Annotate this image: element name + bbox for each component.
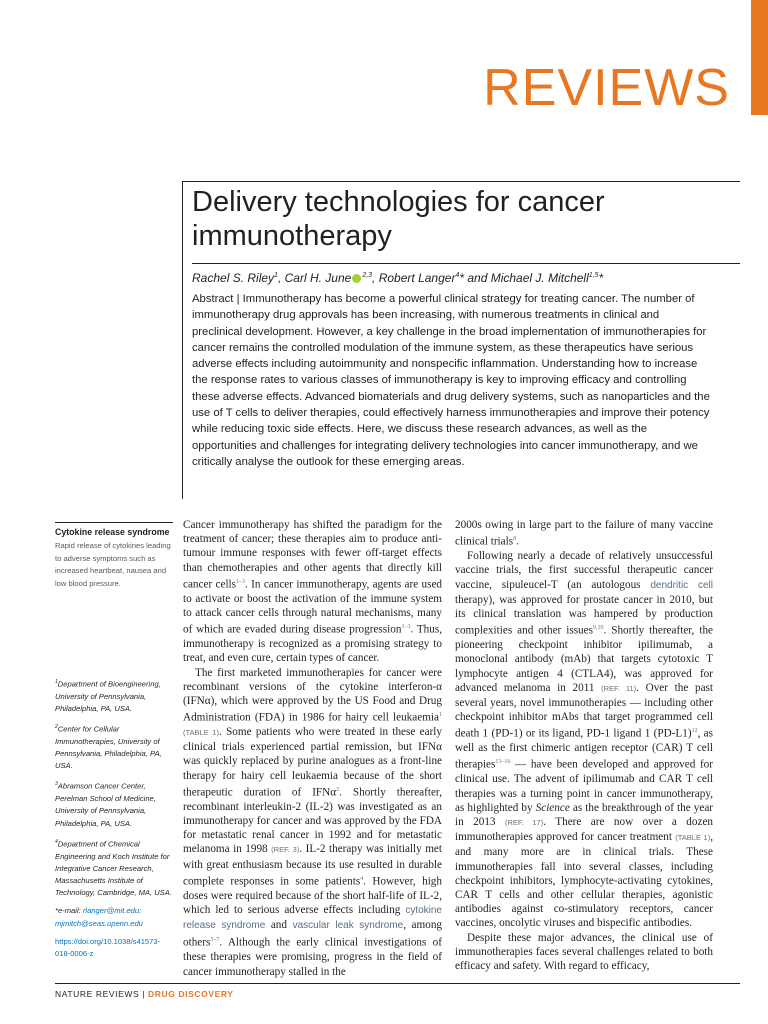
title-rule-top [182,181,740,182]
page-footer [55,989,234,999]
author-affil: 4 [455,272,460,279]
email-link[interactable]: rlanger@mit.edu; mjmitch@seas.upenn.edu [55,906,143,928]
body-column-2 [455,518,713,973]
paragraph: Cancer immunotherapy has shifted the paradigm for the treatment of cancer; these therapies aim to produce anti-tumour immune responses with fewer off-target effects than chemotherapies and other agents that directly kill cancer cells$^{1-3}$. In cancer immunotherapy, agents are used to activate or boost the activation of the immune system to attack cancer cells through natural mechanisms, many of which are evaded during disease progression$^{1-3}$. Thus, immunotherapy is recognized as a promising strategy to treat, and even cure, certain types of cancer. [183,519,443,665]
glossary-link[interactable]: cytokine release syndrome [183,904,442,932]
ref-link[interactable]: (REF. 3) [271,845,300,855]
title-rule-left [182,181,183,499]
glossary-link[interactable]: dendritic cell [650,579,713,591]
ref-link[interactable]: (REF. 11) [601,683,637,693]
ref-link[interactable]: (REF. 17) [504,818,544,827]
doi [55,936,173,960]
doi-link[interactable]: https://doi.org/10.1038/s41573-018-0006-z [55,936,161,958]
footer-rule [55,983,740,984]
table-ref-link[interactable]: (TABLE 1) [675,833,711,843]
paragraph: The first marketed immunotherapies for cancer were recombinant versions of the cytokine interferon-α (IFNα), which were approved by the US Food and Drug Administration (FDA) in 1986 for hairy cell leukaemia$^1$ (TABLE 1). Some patients who were treated in these early clinical trials experienced partial remission, but IFNα was quickly replaced by purine analogues as a front-line therapy for hairy cell leukaemia because of the short therapeutic duration of IFNα$^2$. Shortly thereafter, recombinant interleukin-2 (IL-2) was investigated as an immunotherapy for cancer and was approved by the FDA for metastatic renal cancer in 1992 and for metastatic melanoma in 1998 (REF. 3). IL-2 therapy was initially met with great enthusiasm because its use resulted in durable complete responses in some patients$^4$. However, high doses were required because of the short half-life of IL-2, which led to serious adverse effects including cytokine release syndrome and vascular leak syndrome, among others$^{5-7}$. Although the early clinical investigations of these therapies were promising, progress in the field of cancer immunotherapy stalled in the [183,666,443,978]
journal-section: DRUG DISCOVERY [148,989,234,999]
title-rule-bottom [192,263,740,264]
section-color-tab [751,0,768,115]
affiliation-item: $^2$Center for Cellular Immunotherapies, University of Pennsylvania, Philadelphia, PA, USA. [55,724,162,771]
journal-name: NATURE REVIEWS | [55,989,149,999]
author-affil: 2,3 [362,272,373,279]
paragraph: 2000s owing in large part to the failure of many vaccine clinical trials$^8$. [455,519,713,548]
paragraph: Following nearly a decade of relatively unsuccessful vaccine trials, the first successful therapeutic cancer vaccine, sipuleucel-T (an autologous dendritic cell therapy), was approved for prostate cancer in 2010, but its clinical translation was hampered by production complexities and other issues$^{9,10}$. Shortly thereafter, the pioneering checkpoint inhibitor ipilimumab, a monoclonal antibody (mAb) that targets cytotoxic T lymphocyte antigen 4 (CTLA4), was approved for advanced melanoma in 2011 (REF. 11). Over the past several years, novel immunotherapies — including other checkpoint inhibitor mAbs that target programmed cell death 1 (PD-1) or its ligand, PD-1 ligand 1 $(PD-L1)^{12}$, as well as the first chimeric antigen receptor (CAR) T cell therapies$^{13-16}$ — have been developed and approved for clinical use. The advent of ipilimumab and CAR T cell therapies was a turning point in cancer immunotherapy, as highlighted by Science as the breakthrough of the year in 2013 (REF. 17). There are now over a dozen immunotherapies approved for cancer treatment (TABLE 1), and many more are in clinical trials. These immunotherapies fall into several classes, including checkpoint inhibitors, lymphocyte-activating cytokines, CAR T cells and other cellular therapies, agonistic antibodies against co-stimulatory receptors, cancer vaccines, oncolytic viruses and bispecific antibodies. [455,550,714,930]
author-name: Carl H. June [284,271,352,285]
section-label: REVIEWS [483,59,730,117]
table-ref-link[interactable]: (TABLE 1) [183,728,219,738]
affiliations [55,676,173,966]
affiliation-item: $^4$Department of Chemical Engineering and Koch Institute for Integrative Cancer Research, Massachusetts Institute of Technology, Cambridge, MA, USA. [55,838,172,898]
correspondence: *e-mail: rlanger@mit.edu; mjmitch@seas.upenn.edu [55,906,143,928]
article-title: Delivery technologies for cancer immunotherapy [192,186,605,252]
glossary-rule [55,522,173,523]
glossary-term: Cytokine release syndrome [55,527,170,537]
orcid-icon[interactable] [352,274,361,283]
abstract: Abstract | Immunotherapy has become a powerful clinical strategy for treating cancer. The number of immunotherapy drug approvals has been increasing, with numerous treatments in clinical and preclinical development. However, a key challenge in the broad implementation of immunotherapies for cancer remains the controlled modulation of the immune system, as these therapeutics have serious adverse effects including autoimmunity and nonspecific inflammation. Understanding how to increase the response rates to various classes of immunotherapy is key to improving efficacy and controlling these adverse effects. Advanced biomaterials and drug delivery systems, such as nanoparticles and the use of T cells to deliver therapies, could effectively harness immunotherapies and improve their potency while reducing toxic side effects. Here, we discuss these research advances, as well as the opportunities and challenges for integrating delivery technologies into cancer immunotherapy, and we critically analyse the outlook for these emerging areas. [192,293,710,468]
paragraph: Despite these major advances, the clinical use of immunotherapies faces several challenges related to both efficacy and safety. With regard to efficacy, [455,931,713,973]
glossary-link[interactable]: vascular leak syndrome [292,920,404,932]
author-name: Michael J. Mitchell [490,271,589,285]
author-name: Robert Langer [378,271,456,285]
author-affil: 1 [274,272,278,279]
affiliation-item: $^1$Department of Bioengineering, University of Pennsylvania, Philadelphia, PA, USA. [55,679,161,713]
glossary-definition: Rapid release of cytokines leading to adverse symptoms such as increased heartbeat, nausea and low blood pressure. [55,541,171,588]
author-list: Rachel S. Riley$^1$, Carl H. June $^{2,3}$, Robert Langer$^4$* and Michael J. Mitchell$^{1,5}$* [192,271,604,285]
author-name: Rachel S. Riley [192,271,275,285]
affiliation-item: $^3$Abramson Cancer Center, Perelman School of Medicine, University of Pennsylvania, Philadelphia, PA, USA. [55,781,156,828]
author-affil: 1,5 [588,272,599,279]
body-column-1 [183,518,442,979]
